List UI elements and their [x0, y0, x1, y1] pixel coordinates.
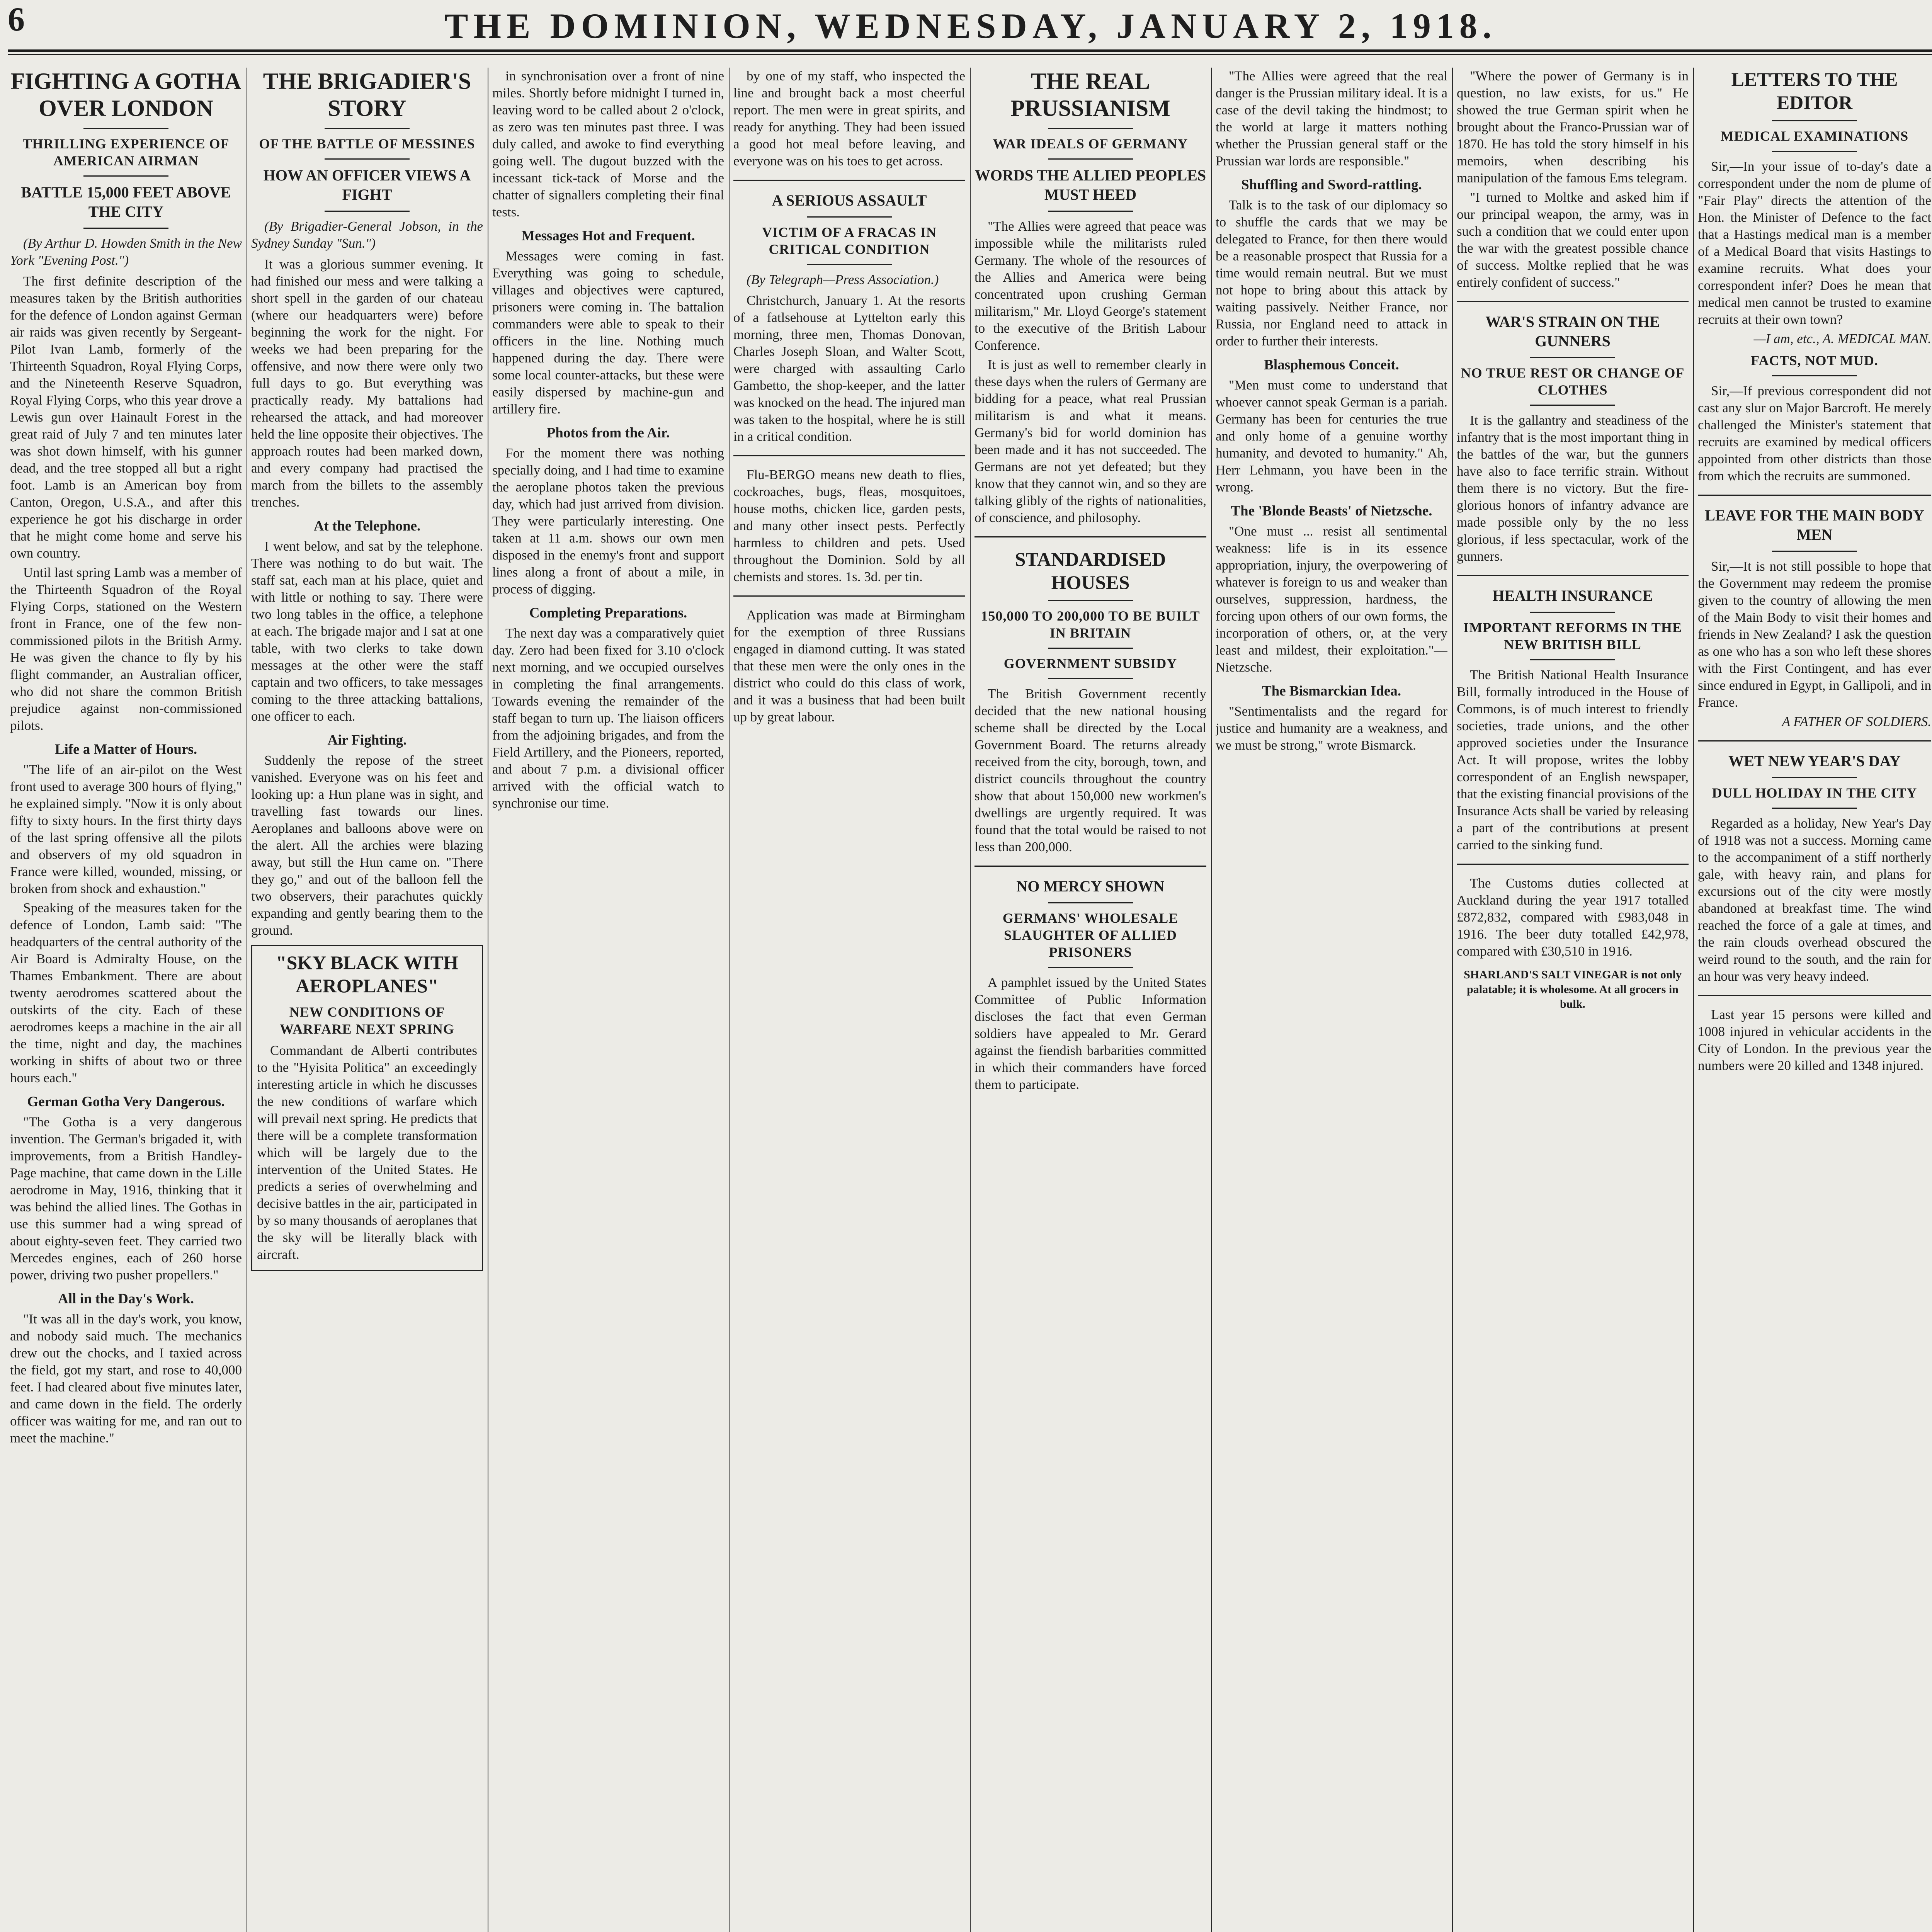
paragraph: The next day was a comparatively quiet day. Zero had been fixed for 3.10 o'clock next morning, and we occupied ourselves in completing the final arrangements. Towards evening the remainder of the staff began to turn up. The liaison officers from the adjoining brigades, and from the Field Artillery, and the Pioneers, reported, and about 7 p.m. a divisional officer arrived with the official watch to synchronise our time.	[492, 626, 724, 811]
paragraph: "Men must come to understand that whoever cannot speak German is a pariah. Germany has been for centuries the true and only home of a genuine worthy humanity, and devoted to humanity." Ah, Herr Lehmann, you have been in the wrong.	[1216, 378, 1447, 495]
section-heading: German Gotha Very Dangerous.	[27, 1094, 225, 1110]
column-1	[10, 68, 242, 1932]
article-headline: STANDARDISED HOUSES	[1015, 548, 1166, 593]
article-headline: "SKY BLACK WITH AEROPLANES"	[276, 952, 459, 997]
letter-text: Sir,—In your issue of to-day's date a correspondent under the nom de plume of "Fair Play" directs the attention of the Hon. the Minister of Defence to the fact that a Hastings medical man is a member of a Medical Board that visits Hastings to examine recruits. What does your correspondent infer? Does he mean that medical men cannot be trusted to examine recruits at their own town?	[1698, 159, 1931, 327]
article-subhead: NEW CONDITIONS OF WARFARE NEXT SPRING	[280, 1004, 454, 1037]
paragraph: A pamphlet issued by the United States Committee of Public Information discloses the fact that even German soldiers have appealed to Mr. Gerard against the fiendish barbarities committed in which their commanders have forced them to participate.	[975, 975, 1206, 1092]
column-6	[1216, 68, 1447, 1932]
section-heading: Air Fighting.	[327, 732, 407, 748]
masthead-rule	[8, 49, 1932, 52]
advertisement: SHARLAND'S SALT VINEGAR is not only palatable; it is wholesome. At all grocers in bulk.	[1464, 968, 1682, 1010]
paragraph: Christchurch, January 1. At the resorts of a fatlsehouse at Lyttelton early this morning, three men, Thomas Donovan, Charles Joseph Sloan, and Walter Scott, were charged with assaulting Carlo Gambetto, the shop-keeper, and the latter was knocked on the head. The injured man was taken to the hospital, where he is still in a critical condition.	[733, 293, 965, 444]
paragraph: For the moment there was nothing specially doing, and I had time to examine the aeroplane photos taken the previous day, which had just arrived from division. They were particularly interesting. One taken at 11 a.m. shows our own men disposed in the enemy's front and support lines along a front of about a mile, in process of digging.	[492, 446, 724, 597]
section-heading: Life a Matter of Hours.	[54, 742, 197, 757]
section-heading: The Bismarckian Idea.	[1262, 683, 1401, 699]
article-headline: THE BRIGADIER'S STORY	[263, 68, 471, 121]
byline: (By Telegraph—Press Association.)	[747, 272, 939, 287]
column-4	[733, 68, 965, 1932]
paragraph: The Customs duties collected at Auckland during the year 1917 totalled £872,832, compared with £983,048 in 1916. The beer duty totalled £42,978, compared with £30,510 in 1916.	[1457, 876, 1689, 959]
paragraph: Suddenly the repose of the street vanished. Everyone was on his feet and looking up: a Hun plane was in sight, and travelling fast towards our lines. Aeroplanes and balloons above were on the alert. All the archies were blazing away, but still the Hun came on. "There they go," and out of the balloon fell the two observers, their parachutes quickly expanding and gently bearing them to the ground.	[251, 753, 483, 938]
article-subhead: IMPORTANT REFORMS IN THE NEW BRITISH BILL	[1463, 620, 1682, 652]
section-heading: Messages Hot and Frequent.	[521, 228, 695, 244]
paragraph: I went below, and sat by the telephone. There was nothing to do but wait. The staff sat, each man at his place, quiet and with little or nothing to say. There were two long tables in the office, a telephone at each. The brigade major and I sat at one table, with two clerks to take down messages at the other were the staff captain and two officers, to take messages coming to the three attacking battalions, one officer to each.	[251, 539, 483, 724]
letter-heading: LEAVE FOR THE MAIN BODY MEN	[1705, 507, 1924, 543]
letter-signature: —I am, etc., A. MEDICAL MAN.	[1753, 331, 1931, 346]
column-divider	[1693, 68, 1694, 1932]
column-divider	[1452, 68, 1453, 1932]
article-headline: WAR'S STRAIN ON THE GUNNERS	[1485, 313, 1660, 350]
paragraph: "Sentimentalists and the regard for justice and humanity are a weakness, and we must be strong," wrote Bismarck.	[1216, 704, 1447, 753]
article-subhead: GERMANS' WHOLESALE SLAUGHTER OF ALLIED PRISONERS	[1002, 910, 1179, 960]
article-headline: FIGHTING A GOTHA OVER LONDON	[10, 68, 242, 121]
paragraph: "The Allies were agreed that the real danger is the Prussian military ideal. It is a case of the devil taking the hindmost; to the world at large it matters nothing whether the Prussian general staff or the Prussian war lords are responsible."	[1216, 68, 1447, 168]
article-subhead: GOVERNMENT SUBSIDY	[1003, 656, 1177, 671]
paragraph: Last year 15 persons were killed and 1008 injured in vehicular accidents in the City of London. In the previous year the numbers were 20 killed and 1348 injured.	[1698, 1007, 1931, 1073]
article-subhead: 150,000 TO 200,000 TO BE BUILT IN BRITAIN	[981, 608, 1200, 641]
section-title: LETTERS TO THE EDITOR	[1731, 68, 1898, 113]
article-headline: THE REAL PRUSSIANISM	[1010, 68, 1170, 121]
paragraph: by one of my staff, who inspected the line and brought back a most cheerful report. The men were in great spirits, and ready for anything. They had been issued a good hot meal before leaving, and everyone was on his toes to get across.	[733, 68, 965, 168]
paragraph: "The life of an air-pilot on the West front used to average 300 hours of flying," he explained simply. "Now it is only about fifty to sixty hours. In the first thirty days of the last spring offensive all the pilots and observers of my old squadron in France were killed, wounded, missing, or broken from shock and exhaustion."	[10, 762, 242, 896]
paragraph: Talk is to the task of our diplomacy so to shuffle the cards that we may be delegated to France, for then there would be a reasonable prospect that Russia for a time would remain neutral. But we must not hope to bring about this attack by waiting passively. Neither France, nor Russia, nor England need to attack in order to further their interests.	[1216, 197, 1447, 349]
article-subhead: HOW AN OFFICER VIEWS A FIGHT	[263, 167, 471, 203]
paragraph: "I turned to Moltke and asked him if our principal weapon, the army, was in such a condition that we could enter upon the war with the greatest possible chance of success. Moltke replied that he was entirely confident of success."	[1457, 190, 1689, 290]
letter-signature: A FATHER OF SOLDIERS.	[1782, 714, 1931, 729]
letter-heading: MEDICAL EXAMINATIONS	[1720, 128, 1909, 144]
column-2	[251, 68, 483, 1932]
paragraph: Messages were coming in fast. Everything was going to schedule, villages and objectives were captured, prisoners were coming in. The battalion commanders were able to speak to their officers in the line. Nothing much happened during the day. There were some local counter-attacks, but these were easily dispersed by machine-gun and artillery fire.	[492, 248, 724, 417]
section-heading: Shuffling and Sword-rattling.	[1241, 177, 1422, 193]
paragraph: It was a glorious summer evening. It had finished our mess and were talking a short spell in the garden of our chateau (where our headquarters were) before beginning the work for the night. For weeks we had been preparing for the offensive, and now there were only two full days to go. But everything was practically ready. My battalions had rehearsed the attack, and had moreover held the line opposite their objectives. The approach routes had been marked down, and every company had practised the march from the billets to the assembly trenches.	[251, 257, 483, 510]
section-heading: Completing Preparations.	[529, 605, 687, 621]
paragraph: Speaking of the measures taken for the defence of London, Lamb said: "The headquarters of the central authority of the Air Board is Admiralty House, on the Thames Embankment. There are about twenty aerodromes scattered about the outskirts of the city. Each of these aerodromes keeps a machine in the air all the time, night and day, the machines working in shifts of about two or three hours each."	[10, 900, 242, 1085]
section-heading: At the Telephone.	[313, 518, 421, 534]
column-7	[1457, 68, 1689, 1932]
column-divider	[729, 68, 730, 1932]
article-subhead: WORDS THE ALLIED PEOPLES MUST HEED	[975, 167, 1206, 203]
paragraph: in synchronisation over a front of nine miles. Shortly before midnight I turned in, leaving word to be called about 2 o'clock, as zero was ten minutes past three. I was duly called, and awoke to find everything going well. The dugout buzzed with the incessant tick-tack of Morse and the chatter of signallers completing their final tests.	[492, 68, 724, 219]
section-heading: Blasphemous Conceit.	[1264, 357, 1399, 373]
byline: (By Brigadier-General Jobson, in the Sydney Sunday "Sun.")	[251, 219, 483, 251]
section-heading: The 'Blonde Beasts' of Nietzsche.	[1231, 503, 1432, 519]
masthead-rule-thin	[8, 54, 1932, 55]
section-heading: All in the Day's Work.	[58, 1291, 194, 1307]
column-divider	[1211, 68, 1212, 1932]
newspaper-title: THE DOMINION, WEDNESDAY, JANUARY 2, 1918.	[444, 6, 1497, 46]
paragraph: "Where the power of Germany is in question, no law exists, for us." He showed the true German spirit when he brought about the Franco-Prussian war of 1870. He has told the story himself in his memoirs, when describing his manipulation of the famous Ems telegram.	[1457, 68, 1689, 185]
column-5	[975, 68, 1206, 1932]
column-3	[492, 68, 724, 1932]
article-subhead: NO TRUE REST OR CHANGE OF CLOTHES	[1461, 365, 1685, 398]
section-heading: Photos from the Air.	[546, 425, 670, 441]
column-divider	[970, 68, 971, 1932]
paragraph: The British National Health Insurance Bill, formally introduced in the House of Commons, is of much interest to friendly societies, trade unions, and the other approved societies under the Insurance Act. It will propose, writes the lobby correspondent of an English newspaper, that the existing financial provisions of the Insurance Acts shall be varied by releasing a part of the contributions at present carried to the sinking fund.	[1457, 667, 1689, 852]
article-headline: A SERIOUS ASSAULT	[772, 192, 927, 209]
paragraph: It is the gallantry and steadiness of the infantry that is the most important thing in the battles of the war, but the gunners have also to face terrific strain. Without them there is no victory. But the fire-glorious honors of infantry advance are made possible only by the no less glorious, if less spectacular, work of the gunners.	[1457, 413, 1689, 564]
article-subhead: OF THE BATTLE OF MESSINES	[259, 136, 475, 151]
paragraph: The first definite description of the measures taken by the British authorities for the defence of London against German air raids was given recently by Sergeant-Pilot Ivan Lamb, formerly of the Thirteenth Squadron, Royal Flying Corps, and the Nineteenth Reserve Squadron, Royal Flying Corps, who this year drove a Lewis gun over Hainault Forest in the great raid of July 7 and ten minutes later was shot down himself, with his gunner dead, and the tree stopped all but a right foot. Lamb is an American boy from Canton, Oregon, U.S.A., and after this experience he got his discharge in order that he might come home and serve his own country.	[10, 274, 242, 561]
paragraph: It is just as well to remember clearly in these days when the rulers of Germany are bidding for a peace, what real Prussian militarism is and what it means. Germany's bid for world dominion has been made and it has not succeeded. The Germans are not yet defeated; but they know that they cannot win, and so they are talking glibly of the rights of nationalities, of conscience, and philosophy.	[975, 357, 1206, 525]
byline: (By Arthur D. Howden Smith in the New York "Evening Post.")	[10, 236, 242, 268]
article-subhead: WAR IDEALS OF GERMANY	[993, 136, 1188, 151]
letter-heading: FACTS, NOT MUD.	[1751, 353, 1878, 368]
page-number: 6	[8, 1, 25, 38]
article-subhead: VICTIM OF A FRACAS IN CRITICAL CONDITION	[762, 224, 937, 257]
article-headline: NO MERCY SHOWN	[1016, 878, 1165, 895]
paragraph: "One must ... resist all sentimental weakness: life is in its essence appropriation, injury, the overpowering of whatever is foreign to us and weaker than ourselves, suppression, hardness, the forcing upon others of our own forms, the incorporation of others, or, at the very least and mildest, their exploitation."—Nietzsche.	[1216, 524, 1447, 675]
article-headline: HEALTH INSURANCE	[1492, 587, 1653, 604]
column-8	[1698, 68, 1931, 1932]
advertisement: Flu-BERGO means new death to flies, cockroaches, bugs, fleas, mosquitoes, house moths, chicken lice, garden pests, and many other insect pests. Perfectly harmless to children and pets. Used throughout the Dominion. Sold by all chemists and stores. 1s. 3d. per tin.	[733, 467, 965, 584]
article-headline: WET NEW YEAR'S DAY	[1728, 752, 1901, 770]
masthead	[8, 0, 1932, 46]
letter-text: Sir,—It is not still possible to hope that the Government may redeem the promise given to the country of allowing the men of the Main Body to visit their homes and friends in New Zealand? I ask the question as one who has a son who left these shores with the First Contingent, and has ever since endured in Egypt, in Gallipoli, and in France.	[1698, 559, 1931, 710]
paragraph: Commandant de Alberti contributes to the "Hyisita Politica" an exceedingly interesting article in which he discusses the new conditions of warfare which will prevail next spring. He predicts that there will be a complete transformation which will be largely due to the intervention of the United States. He predicts a series of overwhelming and decisive battles in the air, participated in by so many thousands of aeroplanes that the sky will be literally black with aircraft.	[257, 1043, 477, 1262]
paragraph: "The Allies were agreed that peace was impossible while the militarists ruled Germany. The whole of the resources of the Allies and America were being concentrated upon crushing German militarism," Mr. Lloyd George's statement to the executive of the British Labour Conference.	[975, 219, 1206, 353]
paragraph: Regarded as a holiday, New Year's Day of 1918 was not a success. Morning came to the accompaniment of a stiff northerly gale, with heavy rain, and plans for excursions out of the city were mostly abandoned at breakfast time. The wind reached the force of a gale at times, and the rain clouds overhead obscured the weird round to the south, and the rain for an hour was very heavy indeed.	[1698, 816, 1931, 984]
letter-text: Sir,—If previous correspondent did not cast any slur on Major Barcroft. He merely challenged the Minister's statement that recruits are examined by medical officers appointed from other districts than those from which the recruits are summoned.	[1698, 383, 1931, 483]
article-subhead: BATTLE 15,000 FEET ABOVE THE CITY	[21, 184, 231, 220]
paragraph: The British Government recently decided that the new national housing scheme shall be directed by the Local Government Board. The returns already received from the city, borough, town, and district councils throughout the country show that about 150,000 new workmen's dwellings are urgently required. It was found that the total would be raised to not less than 200,000.	[975, 686, 1206, 854]
paragraph: "It was all in the day's work, you know, and nobody said much. The mechanics drew out the chocks, and I taxied across the field, got my start, and rose to 40,000 feet. I had cleared about five minutes later, and came down in the field. The orderly officer was waiting for me, and ran out to meet the machine."	[10, 1311, 242, 1446]
paragraph: Application was made at Birmingham for the exemption of three Russians engaged in diamond cutting. It was stated that these men were the only ones in the district who could do this class of work, and it was a business that had been built up by great labour.	[733, 607, 965, 724]
boxed-article	[251, 945, 483, 1271]
article-subhead: THRILLING EXPERIENCE OF AMERICAN AIRMAN	[22, 136, 230, 168]
paragraph: "The Gotha is a very dangerous invention. The German's brigaded it, with improvements, from a British Handley-Page machine, that came down in the Lille aerodrome in May, 1916, thinking that it was behind the allied lines. The Gothas in use this summer had a wing spread of about eighty-seven feet. They carried two Mercedes engines, each of 260 horse power, driving two pusher propellers."	[10, 1114, 242, 1282]
article-subhead: DULL HOLIDAY IN THE CITY	[1712, 785, 1917, 801]
paragraph: Until last spring Lamb was a member of the Thirteenth Squadron of the Royal Flying Corps, stationed on the Western front in France, one of the few non-commissioned pilots in the British Army. He was given the chance to fly by his flight commander, an Australian officer, who did not share the common British prejudice against non-commissioned pilots.	[10, 565, 242, 733]
